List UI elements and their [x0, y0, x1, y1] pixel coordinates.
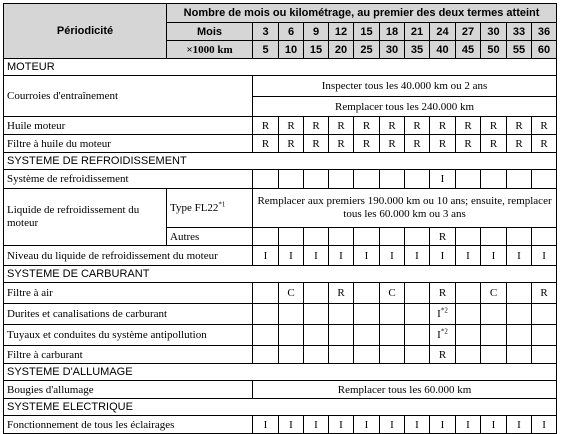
km-header-cell: 60 [532, 41, 557, 59]
table-row [4, 117, 557, 135]
row-label-filtre-huile: Filtre à huile du moteur [4, 135, 253, 153]
row-label-liquide: Liquide de refroidissement du moteur [4, 189, 167, 246]
schedule-cell [253, 304, 279, 325]
schedule-cell [456, 283, 481, 304]
schedule-cell [380, 416, 405, 434]
schedule-cell [304, 117, 329, 135]
section-row [4, 59, 557, 76]
schedule-cell [380, 135, 405, 153]
schedule-cell [430, 325, 456, 346]
schedule-cell [405, 246, 430, 266]
km-header-cell: 30 [380, 41, 405, 59]
km-header-cell: 35 [405, 41, 430, 59]
schedule-cell [329, 228, 354, 246]
schedule-cell [304, 228, 329, 246]
schedule-cell [532, 346, 557, 364]
schedule-cell [430, 346, 456, 364]
schedule-cell [481, 135, 507, 153]
row-label-filtre-air: Filtre à air [4, 283, 253, 304]
schedule-mark: R [438, 119, 447, 132]
month-header-cell: 12 [329, 23, 354, 41]
schedule-cell [329, 246, 354, 266]
schedule-mark: I [542, 249, 546, 262]
schedule-mark: R [388, 137, 396, 150]
row-label-niveau: Niveau du liquide de refroidissement du moteur [4, 246, 253, 266]
schedule-mark: R [540, 287, 548, 299]
courroies-replace-note: Remplacer tous les 240.000 km [253, 97, 557, 117]
row-label-systeme-refroidissement: Système de refroidissement [4, 170, 253, 189]
schedule-cell [507, 304, 532, 325]
schedule-mark: R [337, 287, 345, 299]
schedule-cell [532, 246, 557, 266]
schedule-mark: I [339, 418, 343, 431]
schedule-cell [380, 228, 405, 246]
schedule-cell [405, 283, 430, 304]
table-row [4, 246, 557, 266]
schedule-cell [430, 246, 456, 266]
schedule-cell [329, 346, 354, 364]
schedule-mark: I [415, 249, 419, 262]
schedule-cell [253, 135, 279, 153]
schedule-cell [430, 117, 456, 135]
schedule-cell [279, 246, 304, 266]
schedule-cell [329, 325, 354, 346]
row-label-tuyaux: Tuyaux et conduites du système antipollution [4, 325, 253, 346]
schedule-cell [405, 117, 430, 135]
schedule-mark: C [489, 287, 498, 299]
schedule-mark: I [440, 173, 445, 185]
schedule-mark: I [415, 418, 419, 431]
schedule-mark: I [491, 249, 496, 262]
km-header-cell: 10 [279, 41, 304, 59]
table-row [4, 325, 557, 346]
schedule-mark: R [540, 119, 548, 132]
schedule-mark: I [517, 418, 521, 431]
schedule-cell [380, 117, 405, 135]
schedule-cell [304, 170, 329, 189]
schedule-cell [456, 416, 481, 434]
periodicite-header: Périodicité [4, 4, 167, 59]
schedule-mark: R [413, 119, 421, 132]
schedule-cell [354, 346, 380, 364]
month-header-cell: 30 [481, 23, 507, 41]
schedule-cell [304, 304, 329, 325]
schedule-mark: R [464, 119, 472, 132]
schedule-mark: R [515, 137, 523, 150]
schedule-cell [456, 304, 481, 325]
month-header-cell: 36 [532, 23, 557, 41]
schedule-cell [304, 283, 329, 304]
schedule-cell [380, 283, 405, 304]
section-carburant: SYSTEME DE CARBURANT [4, 266, 557, 283]
schedule-cell [532, 170, 557, 189]
month-header-cell: 27 [456, 23, 481, 41]
schedule-cell [279, 135, 304, 153]
schedule-cell [507, 135, 532, 153]
schedule-cell [481, 228, 507, 246]
schedule-cell [507, 170, 532, 189]
schedule-cell [507, 246, 532, 266]
schedule-mark: I [466, 418, 470, 431]
schedule-mark: R [489, 119, 498, 132]
row-label-filtre-carburant: Filtre à carburant [4, 346, 253, 364]
maintenance-schedule-table [3, 3, 557, 434]
schedule-cell [279, 170, 304, 189]
schedule-cell [329, 135, 354, 153]
schedule-mark: C [388, 287, 396, 299]
schedule-mark: I [364, 249, 369, 262]
schedule-cell [304, 135, 329, 153]
schedule-mark: I [289, 418, 293, 431]
schedule-mark: R [362, 119, 371, 132]
section-moteur: MOTEUR [4, 59, 557, 76]
schedule-cell [507, 283, 532, 304]
schedule-cell [354, 304, 380, 325]
table-row [4, 135, 557, 153]
schedule-mark: I [517, 249, 521, 262]
schedule-cell [481, 346, 507, 364]
table-row [4, 346, 557, 364]
month-header-cell: 33 [507, 23, 532, 41]
month-header-cell: 18 [380, 23, 405, 41]
schedule-cell [380, 170, 405, 189]
schedule-mark: I [390, 418, 394, 431]
schedule-cell [279, 346, 304, 364]
schedule-cell [354, 170, 380, 189]
interval-title: Nombre de mois ou kilométrage, au premier des deux termes atteint [167, 4, 557, 23]
schedule-cell [430, 170, 456, 189]
schedule-cell [456, 117, 481, 135]
type-fl22-text: Type FL22 [170, 202, 219, 214]
schedule-cell [430, 416, 456, 434]
schedule-cell [279, 117, 304, 135]
schedule-cell [405, 304, 430, 325]
schedule-cell [354, 228, 380, 246]
schedule-mark: I [314, 418, 318, 431]
row-label-eclairages: Fonctionnement de tous les éclairages [4, 416, 253, 434]
schedule-cell [405, 228, 430, 246]
schedule-mark: R [489, 137, 498, 150]
km-header-cell: 15 [304, 41, 329, 59]
schedule-cell [507, 416, 532, 434]
schedule-mark: I [314, 249, 318, 262]
schedule-cell [532, 228, 557, 246]
km-header-cell: 40 [430, 41, 456, 59]
km-header-cell: 20 [329, 41, 354, 59]
schedule-cell [279, 416, 304, 434]
schedule-cell [481, 416, 507, 434]
schedule-mark: I [437, 308, 441, 320]
schedule-cell [329, 283, 354, 304]
schedule-cell [532, 283, 557, 304]
footnote-marker: *2 [440, 327, 448, 336]
schedule-cell [253, 170, 279, 189]
schedule-cell [354, 416, 380, 434]
row-label-durites: Durites et canalisations de carburant [4, 304, 253, 325]
section-allumage: SYSTEME D'ALLUMAGE [4, 364, 557, 381]
schedule-mark: R [388, 119, 396, 132]
schedule-cell [253, 246, 279, 266]
schedule-mark: R [413, 137, 421, 150]
schedule-mark: I [437, 329, 441, 341]
type-fl22-label [167, 189, 253, 228]
schedule-cell [481, 246, 507, 266]
footnote-marker: *1 [218, 200, 226, 209]
schedule-mark: I [263, 249, 268, 262]
schedule-cell [329, 304, 354, 325]
km-header-cell: 50 [481, 41, 507, 59]
table-row [4, 416, 557, 434]
table-row [4, 76, 557, 97]
courroies-inspect-note: Inspecter tous les 40.000 km ou 2 ans [253, 76, 557, 97]
schedule-mark: I [542, 418, 546, 431]
schedule-cell [481, 304, 507, 325]
schedule-cell [532, 135, 557, 153]
table-row [4, 189, 557, 228]
schedule-mark: R [312, 137, 320, 150]
schedule-cell [253, 117, 279, 135]
km-label: ×1000 km [167, 41, 253, 59]
schedule-cell [430, 228, 456, 246]
schedule-cell [329, 416, 354, 434]
table-row [4, 170, 557, 189]
km-header-cell: 45 [456, 41, 481, 59]
schedule-cell [279, 283, 304, 304]
schedule-mark: I [491, 418, 496, 431]
km-header-cell: 55 [507, 41, 532, 59]
schedule-cell [456, 246, 481, 266]
schedule-cell [481, 117, 507, 135]
schedule-cell [456, 346, 481, 364]
schedule-cell [456, 170, 481, 189]
schedule-cell [481, 170, 507, 189]
schedule-cell [253, 416, 279, 434]
schedule-mark: R [540, 137, 548, 150]
schedule-mark: R [337, 137, 345, 150]
schedule-mark: I [339, 249, 343, 262]
schedule-mark: I [466, 249, 470, 262]
schedule-cell [532, 325, 557, 346]
bougies-note: Remplacer tous les 60.000 km [253, 381, 557, 399]
schedule-cell [380, 246, 405, 266]
km-header-cell: 5 [253, 41, 279, 59]
schedule-mark: I [390, 249, 394, 262]
section-refroidissement: SYSTEME DE REFROIDISSEMENT [4, 153, 557, 170]
schedule-cell [354, 325, 380, 346]
km-header-cell: 25 [354, 41, 380, 59]
autres-label: Autres [167, 228, 253, 246]
schedule-cell [532, 304, 557, 325]
month-header-cell: 9 [304, 23, 329, 41]
schedule-cell [304, 416, 329, 434]
schedule-mark: R [438, 287, 447, 299]
schedule-cell [304, 346, 329, 364]
section-row [4, 266, 557, 283]
schedule-cell [304, 325, 329, 346]
schedule-cell [279, 228, 304, 246]
schedule-cell [253, 228, 279, 246]
schedule-mark: R [337, 119, 345, 132]
schedule-cell [380, 304, 405, 325]
schedule-cell [354, 117, 380, 135]
row-label-huile: Huile moteur [4, 117, 253, 135]
schedule-mark: R [438, 230, 447, 243]
month-header-cell: 15 [354, 23, 380, 41]
schedule-mark: R [312, 119, 320, 132]
schedule-cell [279, 304, 304, 325]
mois-label: Mois [167, 23, 253, 41]
schedule-mark: R [515, 119, 523, 132]
schedule-cell [405, 170, 430, 189]
schedule-cell [532, 416, 557, 434]
schedule-cell [380, 346, 405, 364]
schedule-mark: I [440, 249, 445, 262]
schedule-cell [456, 228, 481, 246]
month-header-cell: 6 [279, 23, 304, 41]
section-electrique: SYSTEME ELECTRIQUE [4, 399, 557, 416]
schedule-cell [253, 283, 279, 304]
schedule-cell [279, 325, 304, 346]
row-label-bougies: Bougies d'allumage [4, 381, 253, 399]
schedule-mark: I [364, 418, 369, 431]
schedule-cell [405, 346, 430, 364]
schedule-cell [507, 346, 532, 364]
schedule-mark: R [287, 119, 295, 132]
schedule-cell [405, 325, 430, 346]
schedule-cell [507, 325, 532, 346]
table-row [4, 283, 557, 304]
schedule-cell [430, 283, 456, 304]
schedule-cell [430, 135, 456, 153]
schedule-cell [507, 117, 532, 135]
schedule-mark: I [440, 418, 445, 431]
schedule-cell [481, 325, 507, 346]
schedule-cell [507, 228, 532, 246]
schedule-mark: R [261, 137, 270, 150]
schedule-cell [405, 416, 430, 434]
section-row [4, 364, 557, 381]
schedule-cell [456, 325, 481, 346]
schedule-mark: I [289, 249, 293, 262]
schedule-cell [354, 135, 380, 153]
schedule-cell [253, 325, 279, 346]
schedule-cell [329, 117, 354, 135]
schedule-mark: C [287, 287, 295, 299]
schedule-mark: R [362, 137, 371, 150]
header-row-title [4, 4, 557, 23]
schedule-cell [430, 304, 456, 325]
schedule-cell [380, 325, 405, 346]
section-row [4, 153, 557, 170]
fl22-note: Remplacer aux premiers 190.000 km ou 10 ans; ensuite, remplacer tous les 60.000 km ou 3 ans [253, 189, 557, 228]
section-row [4, 399, 557, 416]
footnote-marker: *2 [440, 306, 448, 315]
month-header-cell: 24 [430, 23, 456, 41]
schedule-mark: I [263, 418, 268, 431]
schedule-mark: R [438, 348, 447, 361]
schedule-mark: R [464, 137, 472, 150]
schedule-cell [354, 283, 380, 304]
table-row [4, 304, 557, 325]
schedule-mark: R [438, 137, 447, 150]
schedule-mark: R [287, 137, 295, 150]
schedule-cell [532, 117, 557, 135]
schedule-mark: R [261, 119, 270, 132]
table-row [4, 381, 557, 399]
schedule-cell [304, 246, 329, 266]
month-header-cell: 21 [405, 23, 430, 41]
schedule-cell [354, 246, 380, 266]
row-label-courroies: Courroies d'entraînement [4, 76, 253, 117]
schedule-cell [481, 283, 507, 304]
schedule-cell [329, 170, 354, 189]
month-header-cell: 3 [253, 23, 279, 41]
schedule-cell [456, 135, 481, 153]
schedule-cell [405, 135, 430, 153]
schedule-cell [253, 346, 279, 364]
